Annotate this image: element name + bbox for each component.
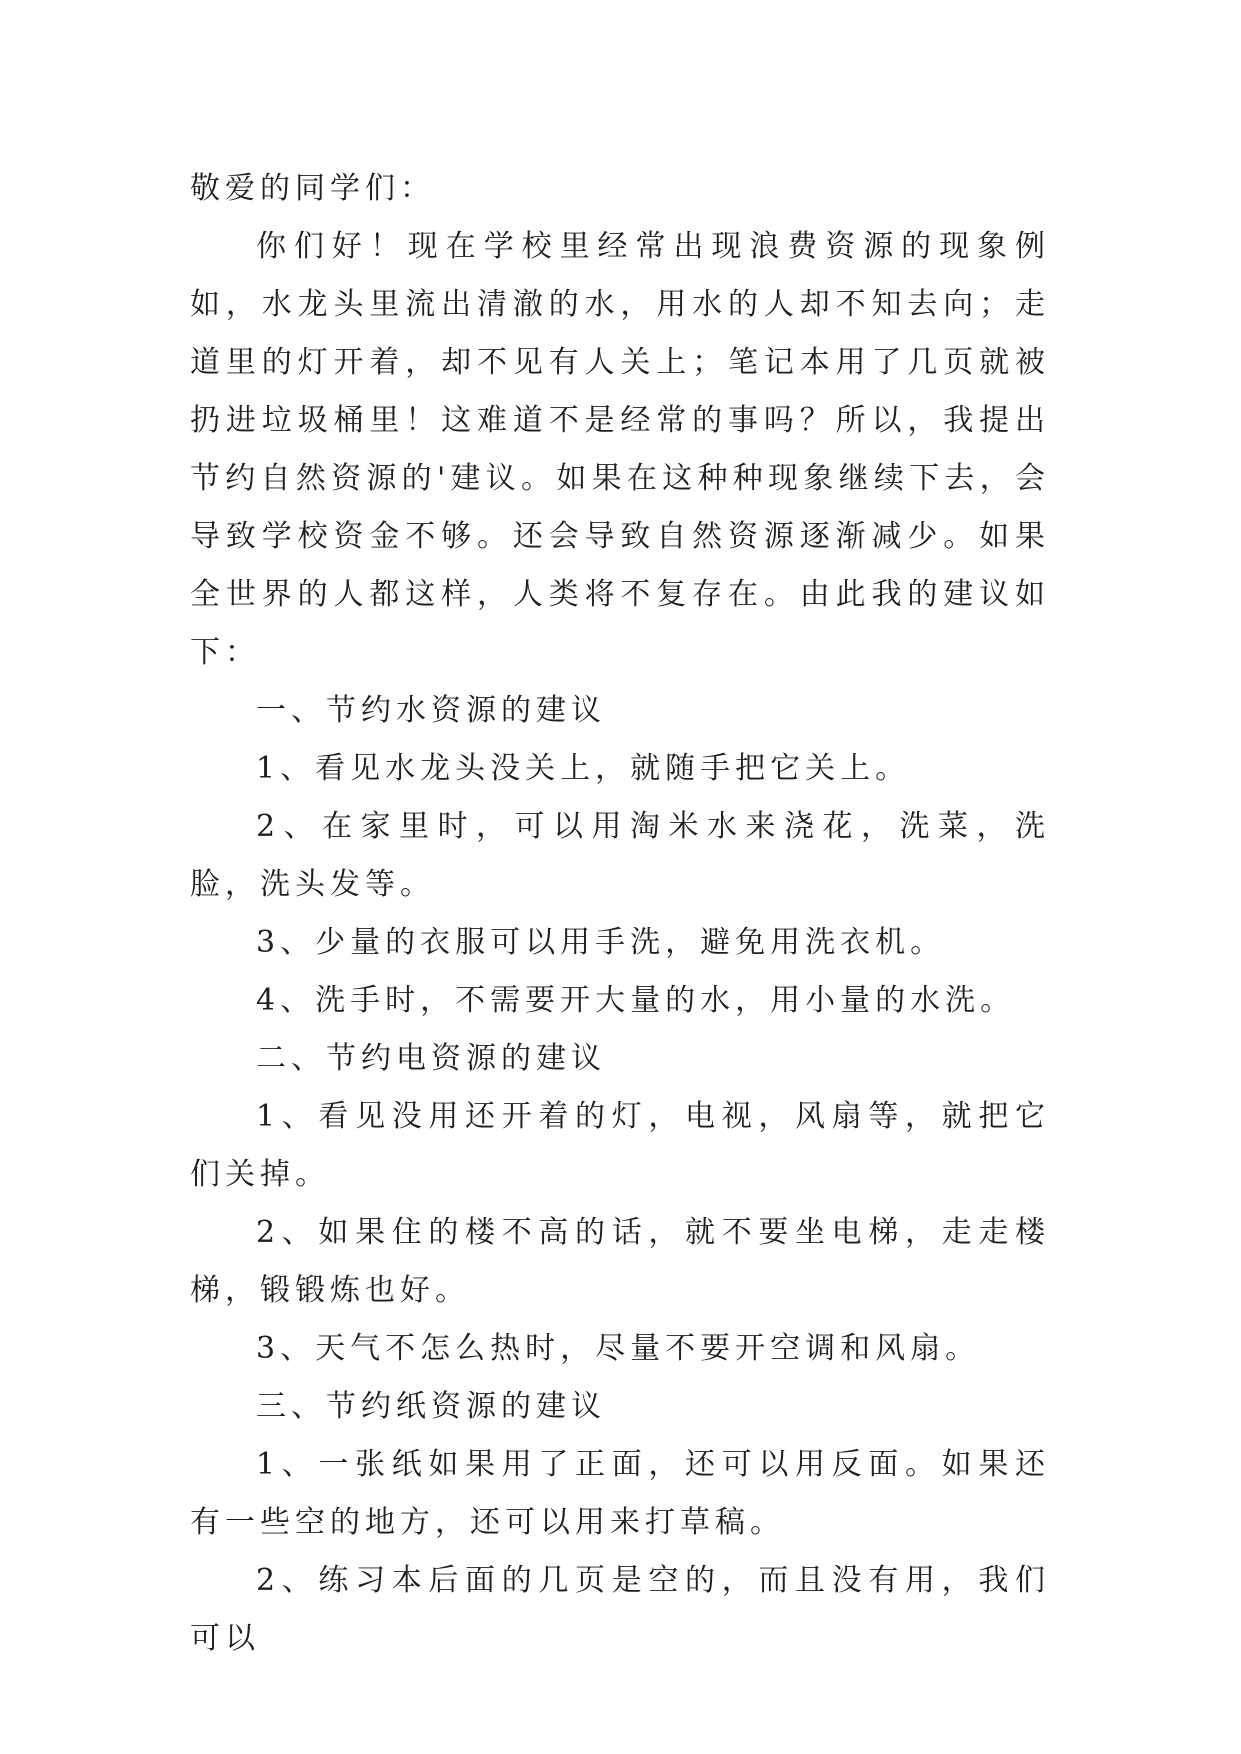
list-item: 4、洗手时，不需要开大量的水，用小量的水洗。	[256, 983, 1016, 1018]
section-heading-electricity: 二、节约电资源的建议	[256, 1041, 606, 1076]
list-item: 1、看见没用还开着的灯，电视，风扇等，就把它们关掉。	[190, 1099, 1050, 1192]
list-item: 2、在家里时，可以用淘米水来浇花，洗菜，洗脸，洗头发等。	[190, 809, 1050, 902]
list-item: 1、一张纸如果用了正面，还可以用反面。如果还有一些空的地方，还可以用来打草稿。	[190, 1447, 1050, 1540]
list-item: 1、看见水龙头没关上，就随手把它关上。	[256, 751, 911, 786]
list-item: 2、如果住的楼不高的话，就不要坐电梯，走走楼梯，锻锻炼也好。	[190, 1215, 1050, 1308]
greeting: 敬爱的同学们：	[190, 171, 435, 206]
document-body	[190, 160, 1050, 1668]
section-heading-water: 一、节约水资源的建议	[256, 693, 606, 728]
list-item: 3、天气不怎么热时，尽量不要开空调和风扇。	[256, 1331, 981, 1366]
list-item: 3、少量的衣服可以用手洗，避免用洗衣机。	[256, 925, 946, 960]
list-item: 2、练习本后面的几页是空的，而且没有用，我们可以	[190, 1563, 1050, 1656]
section-heading-paper: 三、节约纸资源的建议	[256, 1389, 606, 1424]
paragraph-intro: 你们好！现在学校里经常出现浪费资源的现象例如，水龙头里流出清澈的水，用水的人却不知去向；走道里的灯开着，却不见有人关上；笔记本用了几页就被扔进垃圾桶里！这难道不是经常的事吗？所以，我提出节约自然资源的'建议。如果在这种种现象继续下去，会导致学校资金不够。还会导致自然资源逐渐减少。如果全世界的人都这样，人类将不复存在。由此我的建议如下：	[190, 229, 1050, 670]
